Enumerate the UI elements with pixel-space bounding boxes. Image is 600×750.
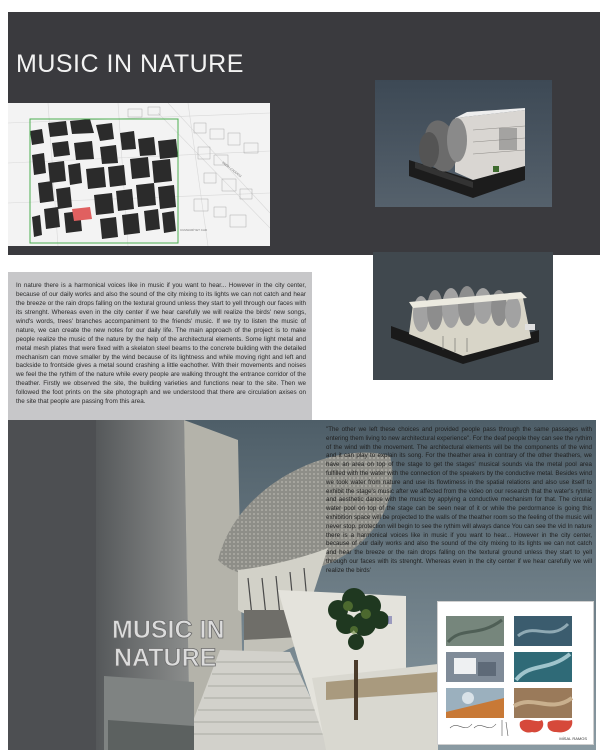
music-in-nature-sign <box>112 616 225 672</box>
overlay-text: "The other we left these choices and provided people pass through the same passages with entering them living to new architectural experience". For the deaf people they can see the rythim of the wind with the movement. The architectural elements will be the components of the wind and it can play to explain its song. For the theather area in contrary of the other theathers, we have an area on top of the stage to get the stages' musical sounds via the metal pool area fulfilled with the water with the connection of the speakers by the conductive metal. Besides wind we took water from nature and use its flowtimess in the spatial relations and also use itself to exhibit the stage's music after we affected from the video on our research that the water's rytmic and aesthetic dance with the music by applying a conductive mechanism for that. The circular water pool on top of the stage can be seen near of it or while the perdormance is going this exhibition space will be projected to the walls of the theather room so the feeling of the music will never stop. protection will begin to see the rythim will always dance You can see the vid In nature there is a harmonical voices like in music if you want to hear... However in the city center, because of our daily works and also the sound of the city mixing to its lights we can not catch and hear the breeze or the rain drops falling on the textural ground unless they start to yell through our faces with its strenght. Whereas even in the city center if we hear carefully we will realize the birds' <box>326 426 592 574</box>
site-map <box>8 103 270 246</box>
sign-line: MUSIC IN <box>112 616 225 644</box>
building-render-top-image <box>375 80 552 207</box>
building-render-top <box>375 80 552 207</box>
overlay-text-block <box>322 420 596 600</box>
site-map-drawing <box>8 103 270 246</box>
concept-board <box>437 601 594 745</box>
street-label: BEDİH CADDESİ <box>221 160 243 179</box>
sign-line: NATURE <box>114 644 217 672</box>
street-label: CUMHURİYET CAD <box>180 228 208 232</box>
concept-board-collage <box>438 602 593 744</box>
board-author: MİSAL RAMOS <box>559 736 587 741</box>
site-highlight <box>72 207 92 221</box>
page-title: MUSIC IN NATURE <box>16 50 244 78</box>
building-render-middle <box>373 252 553 380</box>
building-render-middle-image <box>373 252 553 380</box>
description-text: In nature there is a harmonical voices like in music if you want to hear... However in the city center, because of our daily works and also the sound of the city mixing to its lights we can not catch and hear the breeze or the rain drops falling on the textural ground unless they start to yell through our faces with its strenght. Whereas even in the city center if we hear carefully we will realize the birds' new songs, wind's words, trees' branches accompaniment to the friends' music. If we try to listen the music of nature, we can create the new notes for our daily life. The main approach of the project is to make people realize the music of the nature by the help of the architectural elements. Some light metal and metal mesh plates that were fixed with a skelaton steel beams to the concrete building with the detailed mechanism can move smaller by the wind because of its lightness and while moving right and left and backside to frontside gives a metal sound crashing a little eachother. With their movements and noises we feel the the rythim of the nature while every people are walking throught the entrance corridor of the theather. Firstly we observed the site, the building varieties and functions near to the site. Then we followed the foot prints on the site photograph and we understood that there are circulation axises on the site that people are passing from this area. <box>16 282 306 406</box>
description-panel <box>8 272 312 420</box>
